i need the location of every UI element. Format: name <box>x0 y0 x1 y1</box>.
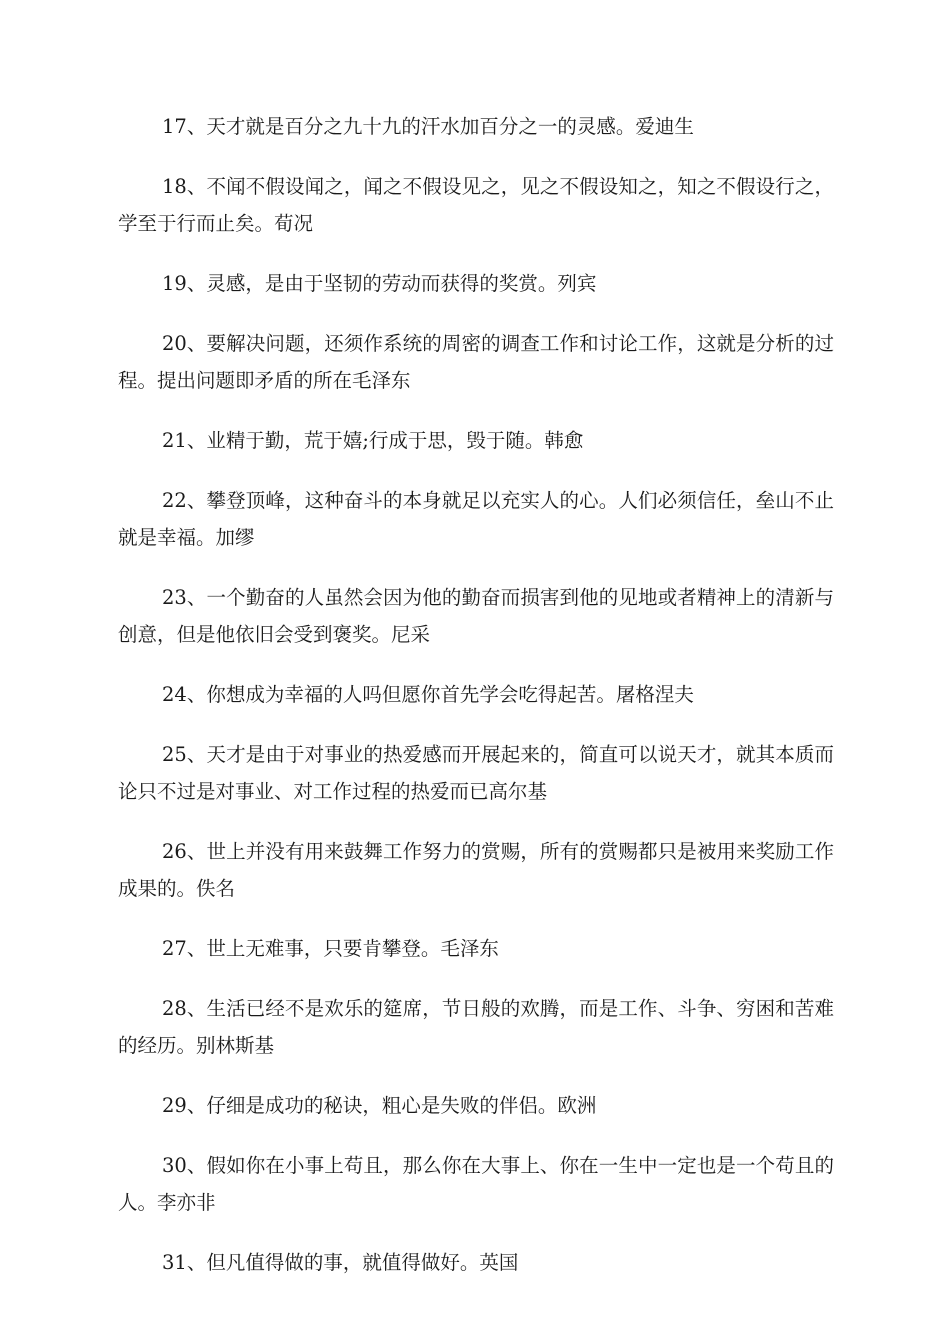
quote-text: 灵感，是由于坚韧的劳动而获得的奖赏。列宾 <box>206 272 597 295</box>
quote-text: 天才是由于对事业的热爱感而开展起来的，简直可以说天才，就其本质而论只不过是对事业、对工作过程的热爱而已高尔基 <box>118 743 834 803</box>
quote-number: 30、 <box>162 1154 207 1177</box>
quote-text: 假如你在小事上苟且，那么你在大事上、你在一生中一定也是一个苟且的人。李亦非 <box>118 1154 834 1214</box>
quote-text: 攀登顶峰，这种奋斗的本身就足以充实人的心。人们必须信任，垒山不止就是幸福。加缪 <box>118 489 834 549</box>
quote-number: 19、 <box>162 272 207 295</box>
quote-number: 26、 <box>162 840 207 863</box>
quote-number: 27、 <box>162 937 207 960</box>
quote-item <box>118 736 834 810</box>
quote-text: 不闻不假设闻之，闻之不假设见之，见之不假设知之，知之不假设行之，学至于行而止矣。荀况 <box>118 175 834 235</box>
quote-text: 天才就是百分之九十九的汗水加百分之一的灵感。爱迪生 <box>206 115 694 138</box>
quote-text: 世上无难事，只要肯攀登。毛泽东 <box>206 937 499 960</box>
quote-number: 18、 <box>162 175 207 198</box>
quote-number: 29、 <box>162 1094 207 1117</box>
quote-item <box>118 1147 834 1221</box>
quote-text: 一个勤奋的人虽然会因为他的勤奋而损害到他的见地或者精神上的清新与创意，但是他依旧会受到褒奖。尼采 <box>118 586 834 646</box>
quote-text: 你想成为幸福的人吗但愿你首先学会吃得起苦。屠格涅夫 <box>206 683 694 706</box>
quote-item <box>118 833 834 907</box>
quote-item <box>118 990 834 1064</box>
quote-list <box>118 108 834 1304</box>
quote-text: 业精于勤，荒于嬉;行成于思，毁于随。韩愈 <box>206 429 584 452</box>
quote-item <box>118 579 834 653</box>
quote-number: 17、 <box>162 115 207 138</box>
quote-item <box>118 422 834 459</box>
quote-text: 生活已经不是欢乐的筵席，节日般的欢腾，而是工作、斗争、穷困和苦难的经历。别林斯基 <box>118 997 834 1057</box>
quote-item <box>118 1087 834 1124</box>
quote-item <box>118 1244 834 1281</box>
quote-number: 21、 <box>162 429 207 452</box>
quote-number: 24、 <box>162 683 207 706</box>
quote-item <box>118 930 834 967</box>
quote-number: 20、 <box>162 332 207 355</box>
quote-number: 22、 <box>162 489 207 512</box>
quote-item <box>118 168 834 242</box>
quote-text: 要解决问题，还须作系统的周密的调查工作和讨论工作，这就是分析的过程。提出问题即矛盾的所在毛泽东 <box>118 332 834 392</box>
quote-item <box>118 108 834 145</box>
quote-number: 31、 <box>162 1251 207 1274</box>
quote-number: 23、 <box>162 586 207 609</box>
quote-text: 世上并没有用来鼓舞工作努力的赏赐，所有的赏赐都只是被用来奖励工作成果的。佚名 <box>118 840 834 900</box>
quote-number: 25、 <box>162 743 207 766</box>
quote-item <box>118 325 834 399</box>
quote-item <box>118 482 834 556</box>
quote-text: 仔细是成功的秘诀，粗心是失败的伴侣。欧洲 <box>206 1094 597 1117</box>
quote-number: 28、 <box>162 997 207 1020</box>
quote-item <box>118 676 834 713</box>
quote-text: 但凡值得做的事，就值得做好。英国 <box>206 1251 519 1274</box>
quote-item <box>118 265 834 302</box>
